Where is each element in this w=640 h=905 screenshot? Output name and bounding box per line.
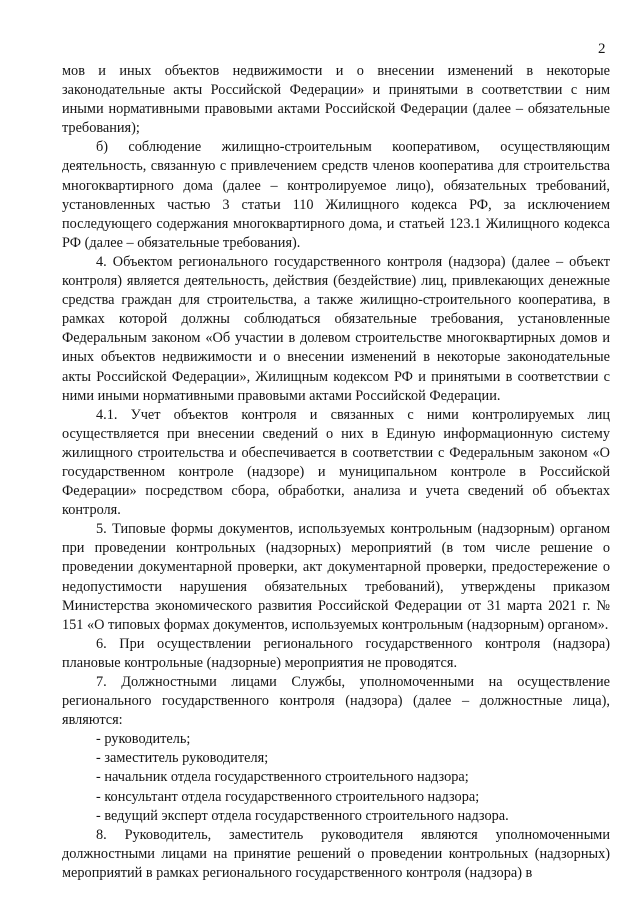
paragraph-7: 7. Должностными лицами Службы, уполномоченными на осуществление регионального государственного контроля (надзора) (далее – должностные лица), являются:: [62, 674, 610, 729]
list-item: - консультант отдела государственного строительного надзора;: [96, 788, 480, 805]
list-item: - ведущий эксперт отдела государственного строительного надзора.: [96, 807, 509, 824]
paragraph-8: 8. Руководитель, заместитель руководителя являются уполномоченными должностными лицами на принятие решений о проведении контрольных (надзорных) мероприятий в рамках регионального государственного контроля (надзора) в: [62, 826, 610, 881]
list-item: - начальник отдела государственного строительного надзора;: [96, 769, 469, 786]
list-item: - заместитель руководителя;: [96, 750, 269, 767]
list-item: - руководитель;: [96, 731, 191, 748]
document-body: [62, 62, 610, 883]
paragraph-continuation: мов и иных объектов недвижимости и о внесении изменений в некоторые законодательные акты Российской Федерации» и принятыми в соответствии с ним иными нормативными правовыми актами Российской Федерации (далее – обязательные требования);: [62, 63, 610, 137]
paragraph-6: 6. При осуществлении регионального государственного контроля (надзора) плановые контрольные (надзорные) мероприятия не проводятся.: [62, 635, 610, 671]
paragraph-4: 4. Объектом регионального государственного контроля (надзора) (далее – объект контроля) является деятельность, действия (бездействие) лиц, привлекающих денежные средства граждан для строительства, а также жилищно-строительного кооператива, в рамках которой должны соблюдаться обязательные требования, установленные Федеральным законом «Об участии в долевом строительстве многоквартирных домов и иных объектов недвижимости и о внесении изменений в некоторые законодательные акты Российской Федерации», Жилищным кодексом РФ и принятыми в соответствии с ними иными нормативными правовыми актами Российской Федерации.: [62, 253, 610, 404]
officials-list: [62, 730, 610, 825]
paragraph-4-1: 4.1. Учет объектов контроля и связанных с ними контролируемых лиц осуществляется при внесении сведений о них в Единую информационную систему жилищного строительства и обеспечивается в соответствии с Федеральным законом «О государственном контроле (надзоре) и муниципальном контроле в Российской Федерации» посредством сбора, обработки, анализа и учета сведений об объектах контроля.: [62, 406, 610, 519]
page-number: 2: [598, 41, 606, 57]
paragraph-3b: б) соблюдение жилищно-строительным кооперативом, осуществляющим деятельность, связанную с привлечением средств членов кооператива для строительства многоквартирного дома (далее – контролируемое лицо), обязательных требований, установленных частью 3 статьи 110 Жилищного кодекса РФ, за исключением последующего содержания многоквартирного дома, и статьей 123.1 Жилищного кодекса РФ (далее – обязательные требования).: [62, 139, 610, 251]
paragraph-5: 5. Типовые формы документов, используемых контрольным (надзорным) органом при проведении контрольных (надзорных) мероприятий (в том числе решение о проведении документарной проверки, акт документарной проверки, предостережение о недопустимости нарушения обязательных требований), утверждены приказом Министерства экономического развития Российской Федерации от 31 марта 2021 г. № 151 «О типовых формах документов, используемых контрольным (надзорным) органом».: [62, 521, 610, 633]
